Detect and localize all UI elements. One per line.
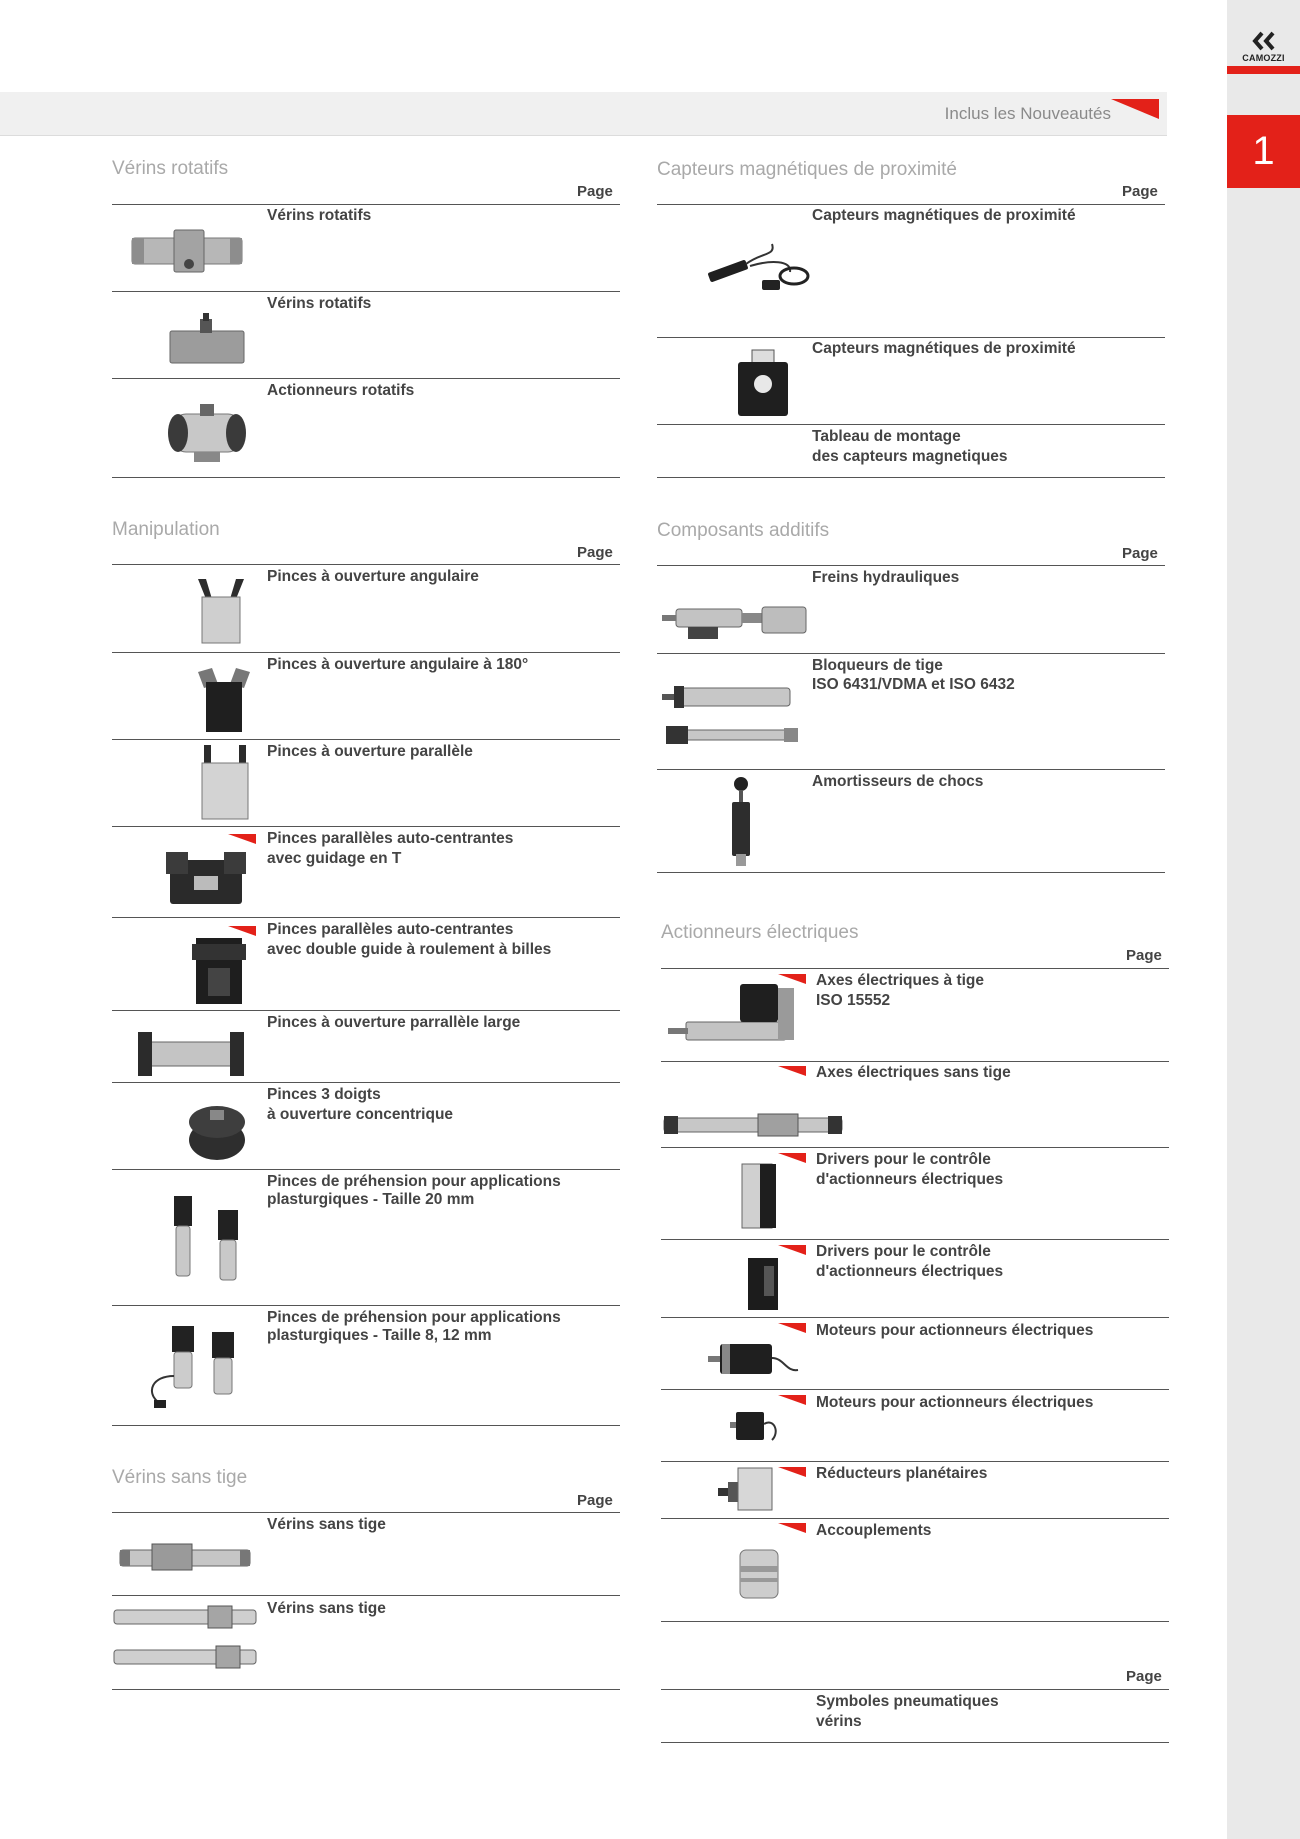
item-label-line1[interactable]: Axes électriques à tige <box>816 972 984 989</box>
item-label[interactable]: Capteurs magnétiques de proximité <box>812 340 1076 357</box>
item-label[interactable]: Axes électriques sans tige <box>816 1064 1011 1081</box>
shock-absorber-image <box>724 776 758 868</box>
item-label-line2[interactable]: ISO 6431/VDMA et ISO 6432 <box>812 676 1015 693</box>
divider <box>112 826 620 827</box>
item-label-line1[interactable]: Bloqueurs de tige <box>812 657 943 674</box>
section-title-composants: Composants additifs <box>657 520 830 541</box>
item-label-line1[interactable]: Pinces de préhension pour applications <box>267 1173 561 1190</box>
section-title-manipulation: Manipulation <box>112 519 220 540</box>
page-label: Page <box>1122 183 1158 200</box>
item-label-line2[interactable]: avec guidage en T <box>267 850 402 867</box>
divider <box>112 1595 620 1596</box>
divider <box>657 424 1165 425</box>
item-label-line2[interactable]: des capteurs magnetiques <box>812 448 1008 465</box>
divider <box>112 564 620 565</box>
divider <box>112 477 620 478</box>
plastic-gripper-8-12-image <box>142 1326 248 1412</box>
item-label[interactable]: Vérins sans tige <box>267 1516 386 1533</box>
new-flag-icon <box>778 1523 806 1533</box>
angular-gripper-image <box>196 577 246 645</box>
top-banner <box>0 92 1167 136</box>
page-label: Page <box>1126 947 1162 964</box>
parallel-gripper-image <box>202 745 248 819</box>
item-label-line2[interactable]: avec double guide à roulement à billes <box>267 941 552 958</box>
page-label: Page <box>577 183 613 200</box>
planetary-gearbox-image <box>716 1466 774 1512</box>
divider <box>661 1317 1169 1318</box>
page-label: Page <box>577 544 613 561</box>
rod-lock-image <box>660 686 800 752</box>
camozzi-logo-icon <box>1249 30 1279 52</box>
item-label-line1[interactable]: Tableau de montage <box>812 428 961 445</box>
divider <box>661 1389 1169 1390</box>
logo-red-bar <box>1227 66 1300 74</box>
divider <box>112 1425 620 1426</box>
divider <box>112 1689 620 1690</box>
motor-large-image <box>706 1338 802 1380</box>
item-label[interactable]: Pinces à ouverture angulaire à 180° <box>267 656 529 673</box>
divider <box>112 378 620 379</box>
item-label[interactable]: Capteurs magnétiques de proximité <box>812 207 1076 224</box>
new-flag-icon <box>778 1066 806 1076</box>
divider <box>661 1147 1169 1148</box>
driver-small-image <box>744 1256 782 1312</box>
item-label[interactable]: Freins hydrauliques <box>812 569 960 586</box>
page-label: Page <box>1126 1668 1162 1685</box>
item-label[interactable]: Vérins rotatifs <box>267 207 372 224</box>
magnetic-sensor-block-image <box>734 350 792 420</box>
divider <box>112 1512 620 1513</box>
divider <box>661 1742 1169 1743</box>
camozzi-logo <box>1227 28 1300 76</box>
divider <box>657 204 1165 205</box>
three-finger-gripper-image <box>186 1100 248 1162</box>
item-label-line1[interactable]: Symboles pneumatiques <box>816 1693 999 1710</box>
electric-rod-axis-image <box>666 980 798 1048</box>
driver-large-image <box>740 1162 780 1232</box>
divider <box>112 1305 620 1306</box>
rodless-cylinder-image <box>118 1542 252 1574</box>
item-label-line2[interactable]: à ouverture concentrique <box>267 1106 454 1123</box>
item-label[interactable]: Moteurs pour actionneurs électriques <box>816 1322 1094 1339</box>
divider <box>112 1169 620 1170</box>
wide-parallel-gripper-image <box>136 1030 246 1078</box>
item-label[interactable]: Vérins sans tige <box>267 1600 386 1617</box>
new-flag-icon <box>228 834 256 844</box>
divider <box>661 968 1169 969</box>
item-label[interactable]: Amortisseurs de chocs <box>812 773 984 790</box>
divider <box>661 1461 1169 1462</box>
coupling-image <box>736 1546 782 1602</box>
item-label-line2[interactable]: plasturgiques - Taille 8, 12 mm <box>267 1327 492 1344</box>
divider <box>661 1239 1169 1240</box>
rotary-cylinder-image <box>124 224 254 284</box>
item-label[interactable]: Accouplements <box>816 1522 932 1539</box>
ball-bearing-gripper-image <box>192 938 246 1004</box>
section-title-verins-rotatifs: Vérins rotatifs <box>112 158 229 179</box>
item-label-line1[interactable]: Drivers pour le contrôle <box>816 1243 991 1260</box>
item-label-line2[interactable]: plasturgiques - Taille 20 mm <box>267 1191 475 1208</box>
item-label-line1[interactable]: Pinces de préhension pour applications <box>267 1309 561 1326</box>
rodless-electric-axis-image <box>662 1112 844 1138</box>
page-label: Page <box>577 1492 613 1509</box>
item-label[interactable]: Moteurs pour actionneurs électriques <box>816 1394 1094 1411</box>
section-title-electriques: Actionneurs électriques <box>661 922 859 943</box>
t-guide-gripper-image <box>164 848 248 912</box>
divider <box>661 1518 1169 1519</box>
item-label-line1[interactable]: Drivers pour le contrôle <box>816 1151 991 1168</box>
rotary-cylinder-compact-image <box>166 313 248 368</box>
item-label[interactable]: Réducteurs planétaires <box>816 1465 988 1482</box>
page-label: Page <box>1122 545 1158 562</box>
divider <box>661 1689 1169 1690</box>
divider <box>112 917 620 918</box>
divider <box>112 652 620 653</box>
item-label[interactable]: Actionneurs rotatifs <box>267 382 415 399</box>
new-flag-icon <box>778 1153 806 1163</box>
item-label[interactable]: Pinces à ouverture angulaire <box>267 568 479 585</box>
divider <box>112 739 620 740</box>
item-label-line1[interactable]: Pinces parallèles auto-centrantes <box>267 921 514 938</box>
motor-small-image <box>728 1404 784 1446</box>
banner-text: Inclus les Nouveautés <box>944 104 1111 123</box>
divider <box>112 1082 620 1083</box>
item-label-line2[interactable]: vérins <box>816 1713 862 1730</box>
item-label-line2[interactable]: ISO 15552 <box>816 992 891 1009</box>
rotary-actuator-image <box>164 400 250 466</box>
divider <box>112 204 620 205</box>
plastic-gripper-20-image <box>168 1196 248 1286</box>
logo-text: CAMOZZI <box>1242 53 1285 63</box>
divider <box>657 565 1165 566</box>
item-label-line2[interactable]: d'actionneurs électriques <box>816 1263 1004 1280</box>
chapter-number: 1 <box>1252 129 1275 173</box>
divider <box>661 1621 1169 1622</box>
right-sidebar-band <box>1227 0 1300 1839</box>
divider <box>657 769 1165 770</box>
section-title-verins-sans-tige: Vérins sans tige <box>112 1467 248 1488</box>
item-label-line1[interactable]: Pinces parallèles auto-centrantes <box>267 830 514 847</box>
divider <box>657 337 1165 338</box>
item-label[interactable]: Pinces à ouverture parrallèle large <box>267 1014 521 1031</box>
divider <box>112 291 620 292</box>
divider <box>661 1061 1169 1062</box>
new-flag-icon <box>228 926 256 936</box>
divider <box>657 872 1165 873</box>
new-flag-icon <box>778 1245 806 1255</box>
section-title-capteurs: Capteurs magnétiques de proximité <box>657 159 957 180</box>
magnetic-sensor-cable-image <box>706 236 812 300</box>
angular-gripper-180-image <box>198 668 250 732</box>
item-label[interactable]: Vérins rotatifs <box>267 295 372 312</box>
hydraulic-brake-image <box>662 603 808 643</box>
item-label-line1[interactable]: Pinces 3 doigts <box>267 1086 381 1103</box>
divider <box>112 1010 620 1011</box>
item-label-line2[interactable]: d'actionneurs électriques <box>816 1171 1004 1188</box>
new-flag-icon <box>778 1467 806 1477</box>
new-flag-icon <box>778 1323 806 1333</box>
new-flag-icon <box>1111 99 1159 119</box>
divider <box>657 653 1165 654</box>
chapter-tab[interactable] <box>1227 115 1300 188</box>
divider <box>657 477 1165 478</box>
item-label[interactable]: Pinces à ouverture parallèle <box>267 743 473 760</box>
rodless-cylinders-pair-image <box>112 1606 258 1676</box>
